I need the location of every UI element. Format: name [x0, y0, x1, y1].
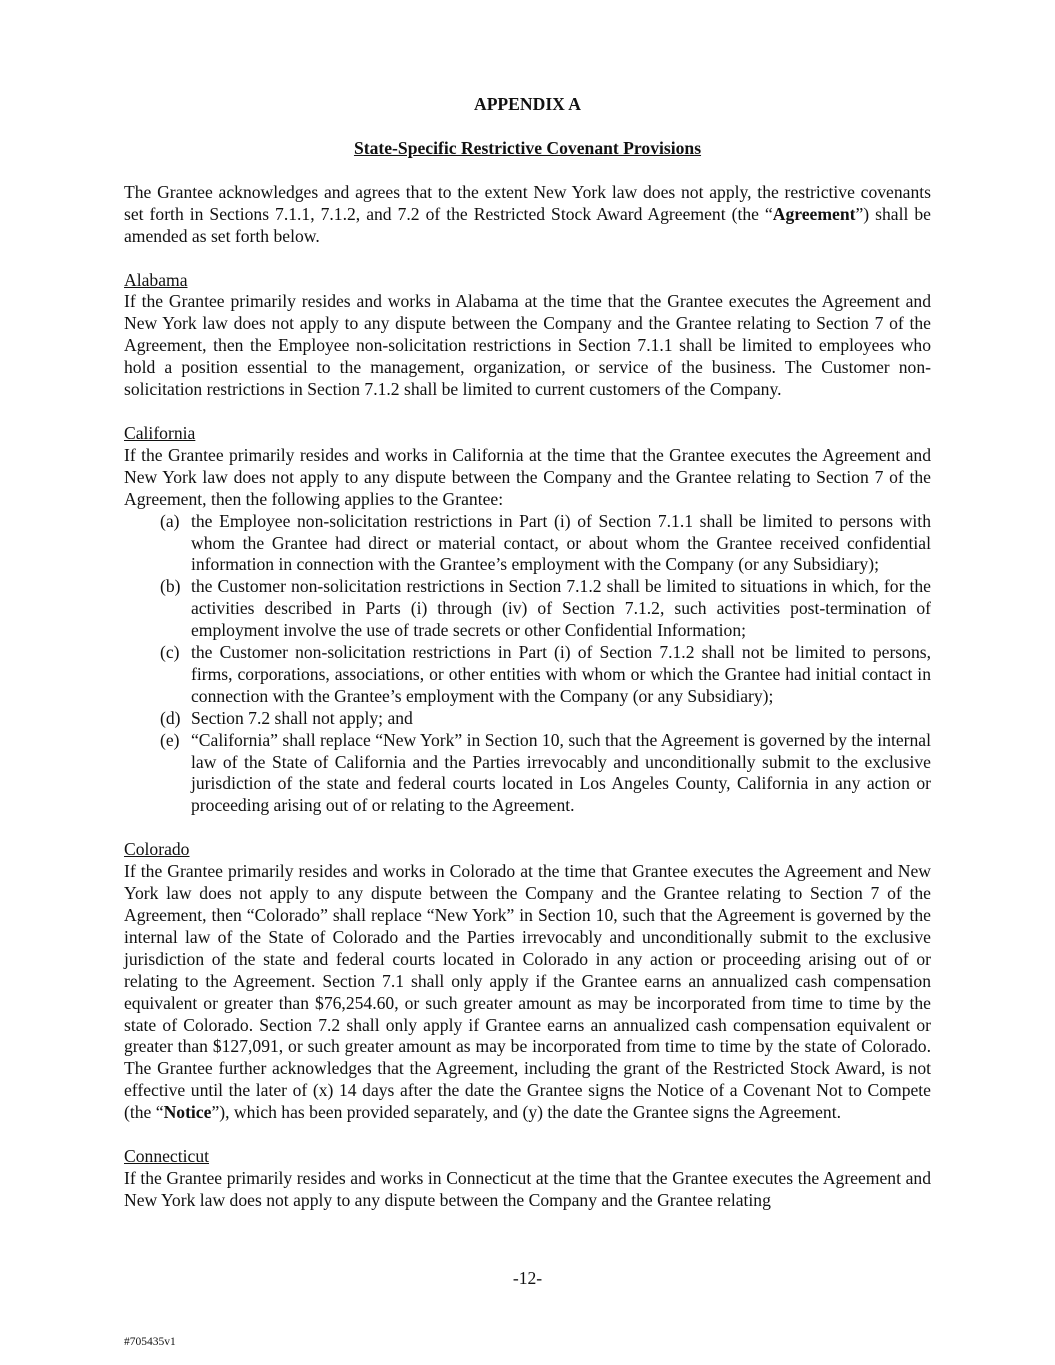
section-heading-alabama: Alabama: [124, 269, 188, 290]
section-california: [124, 423, 931, 817]
list-item-text: the Customer non-solicitation restrictions in Section 7.1.2 shall be limited to situations in which, for the activities described in Parts (i) through (iv) of Section 7.1.2, such activities post-termination of employment involve the use of trade secrets or other Confidential Information;: [191, 576, 931, 641]
document-body: [124, 94, 931, 1212]
page-number: -12-: [512, 1268, 543, 1288]
section-text-colorado: [124, 861, 931, 1124]
list-marker: (a): [160, 510, 180, 531]
colorado-text-pre: If the Grantee primarily resides and works in Colorado at the time that Grantee executes the Agreement and New York law does not apply to any dispute between the Company and the Grantee relating to Section 7 of the Agreement, then “Colorado” shall replace “New York” in Section 10, such that the Agreement is governed by the internal law of the State of Colorado and the Parties irrevocably and unconditionally submit to the exclusive jurisdiction of the state and federal courts located in Colorado in any action or proceeding arising out of or relating to the Agreement. Section 7.1 shall only apply if the Grantee earns an annualized cash compensation equivalent or greater than $76,254.60, or such greater amount as may be incorporated from time to time by the state of Colorado. Section 7.2 shall only apply if Grantee earns an annualized cash compensation equivalent or greater than $127,091, or such greater amount as may be incorporated from time to time by the state of Colorado. The Grantee further acknowledges that the Agreement, including the grant of the Restricted Stock Award, is not effective until the later of (x) 14 days after the date the Grantee signs the Notice of a Covenant Not to Compete (the “: [124, 861, 931, 1123]
list-marker: (d): [160, 707, 181, 728]
section-heading-colorado: Colorado: [124, 839, 190, 860]
list-marker: (c): [160, 642, 180, 663]
intro-defined-term: Agreement: [772, 203, 856, 224]
list-item-text: “California” shall replace “New York” in Section 10, such that the Agreement is governed by the internal law of the State of California and the Parties irrevocably and unconditionally submit to the exclusive jurisdiction of the state and federal courts located in Los Angeles County, California in any action or proceeding arising out of or relating to the Agreement.: [191, 729, 931, 816]
section-connecticut: [124, 1146, 931, 1212]
section-text-alabama: If the Grantee primarily resides and works in Alabama at the time that the Grantee executes the Agreement and New York law does not apply to any dispute between the Company and the Grantee relating to Section 7 of the Agreement, then the Employee non-solicitation restrictions in Section 7.1.1 shall be limited to employees who hold a position essential to the management, organization, or service of the business. The Customer non-solicitation restrictions in Section 7.1.2 shall be limited to current customers of the Company.: [124, 291, 931, 400]
section-text-connecticut: If the Grantee primarily resides and works in Connecticut at the time that the Grantee executes the Agreement and New York law does not apply to any dispute between the Company and the Grantee relating: [124, 1167, 931, 1210]
list-item: [124, 511, 931, 577]
list-item: [124, 642, 931, 708]
list-marker: (e): [160, 729, 180, 750]
section-colorado: [124, 839, 931, 1124]
section-text-california: If the Grantee primarily resides and works in California at the time that the Grantee executes the Agreement and New York law does not apply to any dispute between the Company and the Grantee relating to Section 7 of the Agreement, then the following applies to the Grantee:: [124, 444, 931, 509]
colorado-defined-term: Notice: [163, 1102, 212, 1123]
list-item-text: Section 7.2 shall not apply; and: [191, 707, 413, 728]
section-alabama: [124, 270, 931, 401]
section-heading-connecticut: Connecticut: [124, 1146, 210, 1167]
list-item-text: the Customer non-solicitation restrictions in Part (i) of Section 7.1.2 shall not be limited to persons, firms, corporations, associations, or other entities with whom or which the Grantee had initial contact in connection with the Grantee’s employment with the Company (or any Subsidiary);: [191, 642, 931, 706]
list-marker: (b): [160, 576, 181, 597]
list-item: [124, 708, 931, 730]
list-item: [124, 730, 931, 818]
list-item-text: the Employee non-solicitation restrictions in Part (i) of Section 7.1.1 shall be limited to persons with whom the Grantee had direct or material contact, or about whom the Grantee received confidential information in connection with the Grantee’s employment with the Company (or any Subsidiary);: [191, 510, 931, 575]
intro-paragraph: [124, 182, 931, 248]
intro-text-post: ”) shall be amended as set forth below.: [124, 203, 931, 246]
california-provision-list: [124, 511, 931, 818]
intro-text-pre: The Grantee acknowledges and agrees that to the extent New York law does not apply, the restrictive covenants set forth in Sections 7.1.1, 7.1.2, and 7.2 of the Restricted Stock Award Agreement (the “: [124, 181, 931, 224]
page-subtitle: State-Specific Restrictive Covenant Provisions: [353, 137, 702, 158]
list-item: [124, 576, 931, 642]
section-heading-california: California: [124, 422, 196, 443]
colorado-text-post: ”), which has been provided separately, and (y) the date the Grantee signs the Agreement.: [211, 1102, 841, 1123]
document-id: #705435v1: [124, 1336, 176, 1348]
page-title: APPENDIX A: [473, 94, 582, 114]
